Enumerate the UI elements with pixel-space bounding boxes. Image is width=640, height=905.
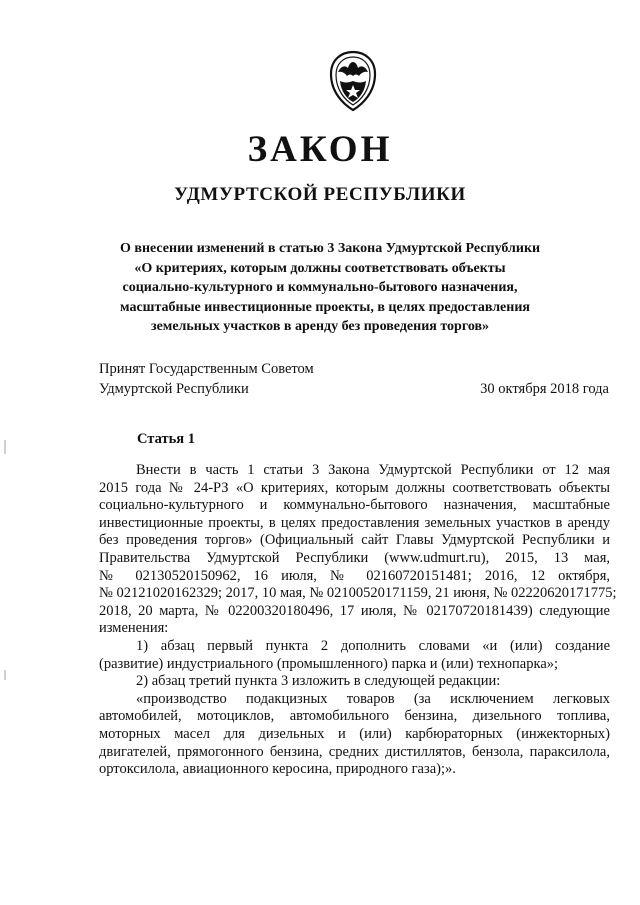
article-body	[99, 462, 617, 779]
adopted-date: 30 октября 2018 года	[480, 381, 609, 397]
adopted-by-line: Удмуртской Республики	[99, 381, 249, 397]
body-line: № 02130520150962, 16 июля, № 02160720151481; 2016, 12 октября,	[99, 567, 610, 584]
article-title: Статья 1	[137, 431, 195, 447]
body-line: двигателей, прямогонного бензина, средних дистиллятов, бензола, параксилола,	[99, 743, 610, 760]
body-line: «производство подакцизных товаров (за исключением легковых	[136, 690, 610, 707]
heading-line: О внесении изменений в статью 3 Закона Удмуртской Республики	[120, 241, 541, 256]
body-line: без проведения торгов» (Официальный сайт Главы Удмуртской Республики и	[99, 532, 610, 549]
body-line: № 02121020162329; 2017, 10 мая, № 02100520171159, 21 июня, № 02220620171775;	[99, 585, 617, 602]
scan-margin-mark	[4, 670, 6, 680]
body-line: инвестиционные проекты, в целях предоставления земельных участков в аренду	[99, 514, 610, 531]
body-line: 2018, 20 марта, № 02200320180496, 17 июля, № 02170720181439) следующие	[99, 602, 610, 619]
law-heading	[120, 239, 541, 337]
body-line: 2) абзац третий пункта 3 изложить в следующей редакции:	[136, 673, 501, 690]
heading-line: социально-культурного и коммунально-бытового назначения,	[122, 280, 518, 295]
body-line: 1) абзац первый пункта 2 дополнить словами «и (или) создание	[136, 637, 610, 654]
adopted-by-line: Принят Государственным Советом	[99, 361, 314, 377]
body-line: 2015 года № 24-РЗ «О критериях, которым должны соответствовать объекты	[99, 479, 610, 496]
udmurt-coat-of-arms-icon	[327, 50, 379, 112]
body-line: изменения:	[99, 620, 169, 637]
adopted-by	[99, 359, 314, 399]
body-line: (развитие) индустриального (промышленного) парка и (или) технопарка»;	[99, 655, 559, 672]
scan-margin-mark	[4, 440, 6, 454]
body-line: автомобилей, мотоциклов, автомобильного бензина, дизельного топлива,	[99, 708, 610, 725]
heading-line: земельных участков в аренду без проведения торгов»	[150, 319, 490, 334]
body-line: ортоксилола, авиационного керосина, природного газа);».	[99, 761, 456, 778]
body-line: Внести в часть 1 статьи 3 Закона Удмуртской Республики от 12 мая	[136, 462, 610, 478]
heading-line: «О критериях, которым должны соответствовать объекты	[134, 260, 506, 276]
body-line: социально-культурного и коммунально-бытового назначения, масштабные	[99, 497, 610, 514]
heading-line: масштабные инвестиционные проекты, в целях предоставления	[120, 299, 530, 315]
law-title: ЗАКОН	[247, 129, 393, 170]
body-line: Правительства Удмуртской Республики (www.udmurt.ru), 2015, 13 мая,	[99, 549, 610, 566]
body-line: моторных масел для дизельных и (или) карбюраторных (инжекторных)	[99, 725, 610, 742]
law-subtitle: УДМУРТСКОЙ РЕСПУБЛИКИ	[174, 184, 466, 205]
